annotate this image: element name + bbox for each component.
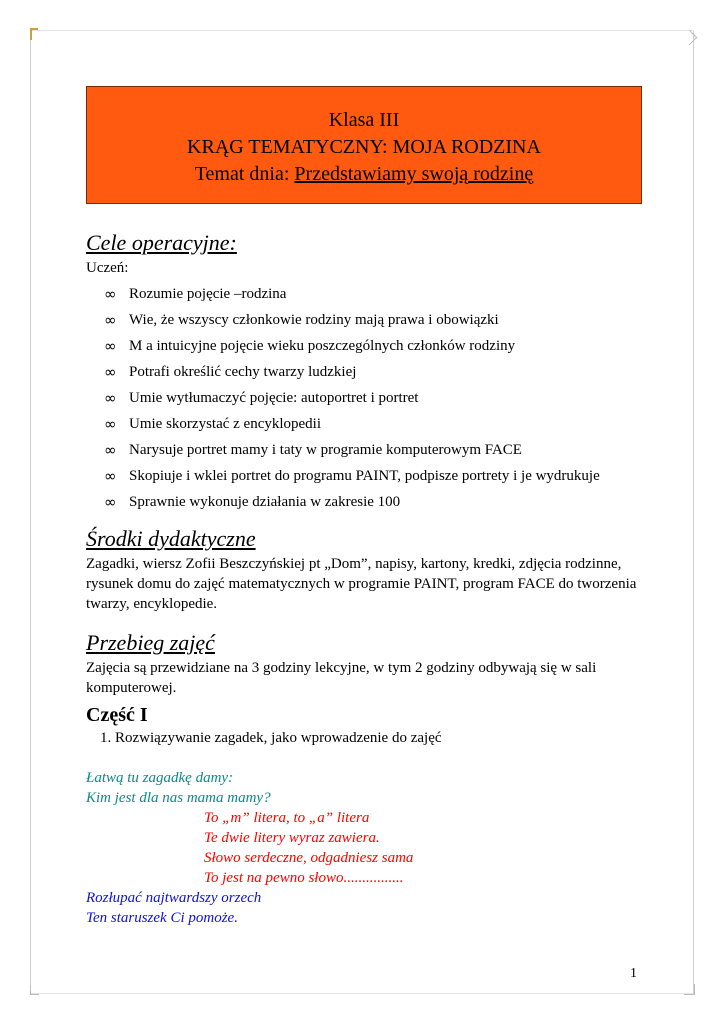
course-text: Zajęcia są przewidziane na 3 godziny lekcyjne, w tym 2 godziny odbywają się w sali komputerowej. [86, 660, 597, 696]
part-heading: Część I [86, 704, 148, 726]
goals-heading: Cele operacyjne: [86, 230, 237, 255]
infinity-bullet-icon: ∞ [104, 285, 117, 303]
infinity-bullet-icon: ∞ [104, 363, 117, 381]
goals-intro: Uczeń: [86, 260, 129, 276]
poem-line: Kim jest dla nas mama mamy? [86, 790, 271, 806]
poem-line: To „m” litera, to „a” litera [204, 810, 370, 826]
topic-prefix: Temat dnia: [194, 163, 295, 185]
list-item: ∞ Umie skorzystać z encyklopedii [104, 415, 322, 433]
infinity-bullet-icon: ∞ [104, 441, 117, 459]
infinity-bullet-icon: ∞ [104, 337, 117, 355]
corner-mark-icon [30, 28, 38, 40]
list-item: ∞ Wie, że wszyscy członkowie rodziny mają prawa i obowiązki [104, 311, 499, 329]
list-item: ∞ Skopiuje i wklei portret do programu PAINT, podpisze portrety i je wydrukuje [104, 467, 600, 485]
topic-text: Przedstawiamy swoją rodzinę [294, 163, 534, 185]
infinity-bullet-icon: ∞ [104, 311, 117, 329]
poem-line: Te dwie litery wyraz zawiera. [204, 830, 380, 846]
infinity-bullet-icon: ∞ [104, 415, 117, 433]
materials-text: Zagadki, wiersz Zofii Beszczyńskiej pt „Dom”, napisy, kartony, kredki, zdjęcia rodzinne, rysunek domu do zajęć matematycznych w programie PAINT, program FACE do tworzenia twarzy, encyklopedie. [86, 556, 637, 612]
document-body [86, 228, 666, 928]
infinity-bullet-icon: ∞ [104, 493, 117, 511]
list-item: ∞ Narysuje portret mamy i taty w programie komputerowym FACE [104, 441, 522, 459]
list-item: ∞ Potrafi określić cechy twarzy ludzkiej [104, 363, 357, 381]
poem-line: Łatwą tu zagadkę damy: [86, 770, 234, 786]
topic-line [87, 161, 641, 188]
title-box [86, 86, 642, 204]
riddle-poem [86, 768, 666, 928]
poem-line: Słowo serdeczne, odgadniesz sama [204, 850, 414, 866]
materials-heading: Środki dydaktyczne [86, 526, 256, 551]
list-item: ∞ Rozumie pojęcie –rodzina [104, 285, 287, 303]
list-item: ∞ M a intuicyjne pojęcie wieku poszczególnych członków rodziny [104, 337, 516, 355]
poem-line: To jest na pewno słowo................ [204, 870, 404, 886]
theme-title: KRĄG TEMATYCZNY: MOJA RODZINA [187, 136, 541, 158]
corner-mark-icon [684, 984, 695, 995]
corner-mark-icon [30, 986, 39, 995]
list-item: ∞ Sprawnie wykonuje działania w zakresie 100 [104, 493, 401, 511]
class-title: Klasa III [328, 109, 400, 131]
page-number: 1 [630, 966, 637, 981]
infinity-bullet-icon: ∞ [104, 389, 117, 407]
poem-line: Ten staruszek Ci pomoże. [86, 910, 238, 926]
course-heading: Przebieg zajęć [86, 630, 215, 655]
goals-list [86, 284, 666, 512]
poem-line: Rozłupać najtwardszy orzech [86, 890, 262, 906]
step-item: 1. Rozwiązywanie zagadek, jako wprowadzenie do zajęć [100, 730, 442, 746]
list-item: ∞ Umie wytłumaczyć pojęcie: autoportret i portret [104, 389, 419, 407]
infinity-bullet-icon: ∞ [104, 467, 117, 485]
